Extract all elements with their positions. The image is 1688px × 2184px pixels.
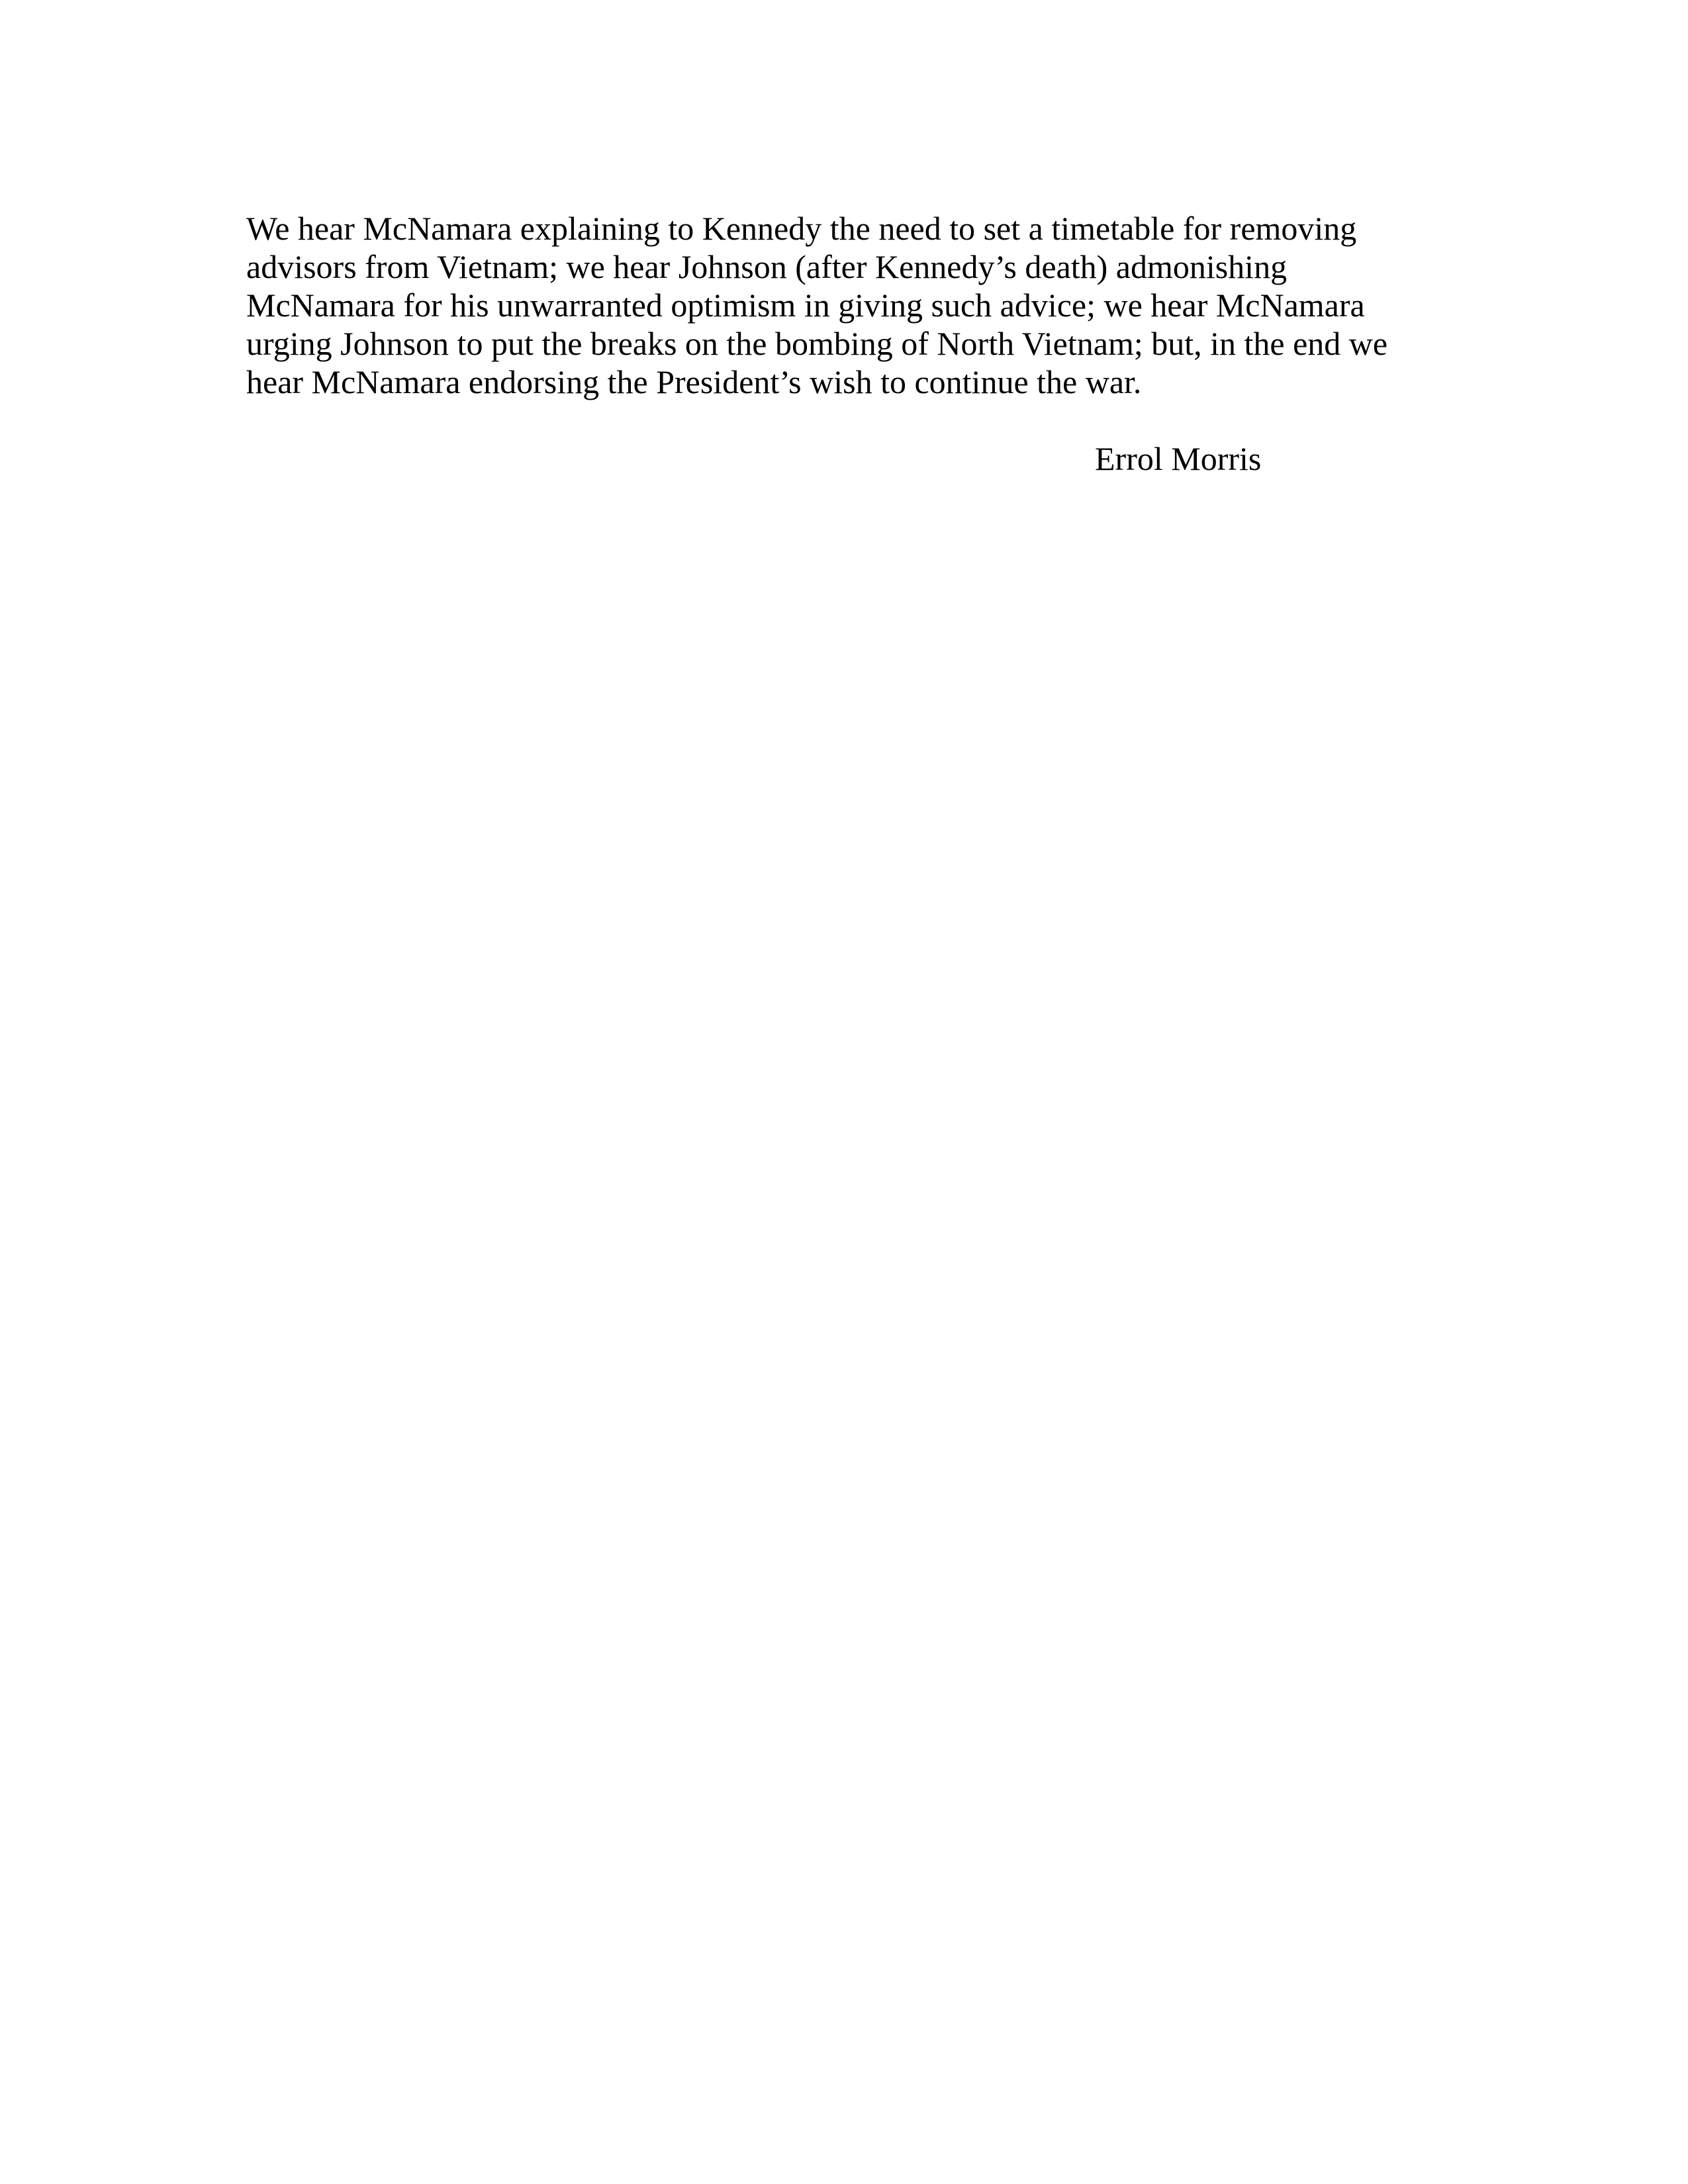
body-paragraph	[246, 209, 1451, 401]
author-signature: Errol Morris	[1095, 440, 1262, 477]
paragraph-line: hear McNamara endorsing the President’s wish to continue the war.	[246, 363, 1142, 400]
paragraph-line: urging Johnson to put the breaks on the bombing of North Vietnam; but, in the end we	[246, 325, 1388, 362]
paragraph-line: McNamara for his unwarranted optimism in giving such advice; we hear McNamara	[246, 287, 1365, 324]
paragraph-line: We hear McNamara explaining to Kennedy the need to set a timetable for removing	[246, 210, 1357, 247]
paragraph-line: advisors from Vietnam; we hear Johnson (after Kennedy’s death) admonishing	[246, 248, 1288, 285]
